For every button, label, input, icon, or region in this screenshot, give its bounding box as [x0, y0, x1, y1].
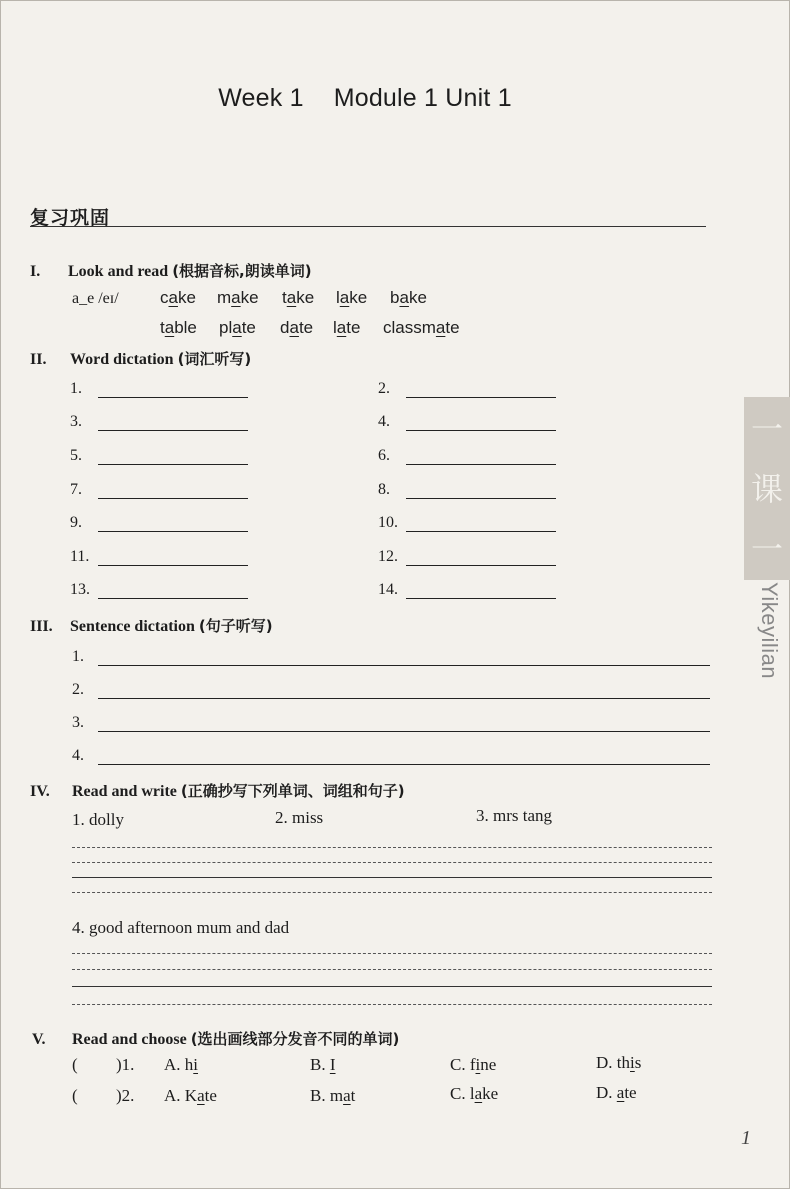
option-q1-c: C. fine [450, 1055, 497, 1074]
write-item-4: 4. good afternoon mum and dad [72, 918, 290, 937]
section-4-heading [30, 780, 405, 801]
word-answer-line[interactable] [98, 498, 248, 499]
word-number: 12. [378, 548, 398, 565]
word-answer-line[interactable] [98, 430, 248, 431]
word-number: 3. [70, 413, 82, 430]
option-q1-d: D. this [596, 1053, 642, 1072]
answer-paren-1[interactable]: ( [72, 1055, 78, 1074]
option-q2-d: D. ate [596, 1083, 637, 1102]
section-3-label: Sentence dictation [70, 618, 195, 635]
section-5-label: Read and choose [72, 1031, 187, 1048]
phonics-word: classmate [383, 318, 460, 337]
sentence-number: 4. [72, 747, 84, 764]
question-number-1: )1. [116, 1055, 135, 1074]
side-tab-roman: Yikeyilian [757, 582, 782, 680]
section-1-roman: I. [30, 263, 41, 280]
write-item-3: 3. mrs tang [476, 806, 553, 825]
word-answer-line[interactable] [406, 498, 556, 499]
word-number: 7. [70, 481, 82, 498]
title-week: Week 1 [218, 84, 304, 112]
writing-guide-line [72, 847, 712, 848]
phonics-word: table [160, 318, 197, 337]
word-number: 9. [70, 514, 82, 531]
sentence-number: 2. [72, 681, 84, 698]
section-3-cn: (句子听写) [198, 617, 273, 635]
word-answer-line[interactable] [98, 464, 248, 465]
section-4-roman: IV. [30, 783, 50, 800]
phonics-word: bake [390, 288, 427, 307]
option-q2-a: A. Kate [164, 1086, 217, 1105]
side-tab-char: 一 [750, 410, 783, 448]
write-item-1: 1. dolly [72, 810, 124, 829]
side-tab-char: 一 [750, 530, 783, 568]
phonics-word: plate [219, 318, 256, 337]
word-answer-line[interactable] [98, 397, 248, 398]
option-q1-a: A. hi [164, 1055, 199, 1074]
page-number: 1 [741, 1127, 751, 1149]
section-4-cn: (正确抄写下列单词、词组和句子) [180, 782, 405, 800]
section-2-roman: II. [30, 351, 47, 368]
writing-base-line[interactable] [72, 877, 712, 878]
sentence-number: 1. [72, 648, 84, 665]
phonics-pattern: a_e /eɪ/ [72, 290, 119, 307]
word-answer-line[interactable] [98, 565, 248, 566]
option-q2-c: C. lake [450, 1084, 499, 1103]
section-3-heading [30, 615, 273, 636]
section-1-cn: (根据音标,朗读单词) [172, 262, 312, 280]
write-item-2: 2. miss [275, 808, 324, 827]
page-title [0, 84, 730, 113]
review-divider [30, 226, 706, 227]
word-answer-line[interactable] [406, 565, 556, 566]
phonics-word: make [217, 288, 259, 307]
section-1-heading [30, 260, 312, 281]
section-2-heading [30, 348, 251, 369]
writing-base-line[interactable] [72, 986, 712, 987]
writing-guide-line [72, 892, 712, 893]
writing-guide-line [72, 1004, 712, 1005]
option-q2-b: B. mat [310, 1086, 356, 1105]
section-5-cn: (选出画线部分发音不同的单词) [190, 1030, 400, 1048]
phonics-word: date [280, 318, 314, 337]
word-answer-line[interactable] [406, 598, 556, 599]
word-answer-line[interactable] [98, 531, 248, 532]
word-number: 5. [70, 447, 82, 464]
writing-guide-line [72, 953, 712, 954]
section-2-label: Word dictation [70, 351, 174, 368]
phonics-row-1 [160, 288, 196, 308]
word-number: 8. [378, 481, 390, 498]
section-5-roman: V. [32, 1031, 46, 1048]
answer-paren-2[interactable]: ( [72, 1086, 78, 1105]
word-number: 2. [378, 380, 390, 397]
section-1-label: Look and read [68, 263, 169, 280]
phonics-word: take [282, 288, 315, 307]
sentence-answer-line[interactable] [98, 665, 710, 666]
word-number: 13. [70, 581, 90, 598]
word-number: 4. [378, 413, 390, 430]
section-2-cn: (词汇听写) [177, 350, 252, 368]
word-answer-line[interactable] [406, 397, 556, 398]
section-4-label: Read and write [72, 783, 177, 800]
phonics-word: cake [160, 288, 196, 307]
sentence-answer-line[interactable] [98, 698, 710, 699]
phonics-word: lake [336, 288, 368, 307]
sentence-answer-line[interactable] [98, 764, 710, 765]
title-module: Module 1 Unit 1 [333, 84, 512, 112]
side-tab-char: 课 [750, 470, 783, 508]
word-number: 11. [70, 548, 90, 565]
word-answer-line[interactable] [98, 598, 248, 599]
question-number-2: )2. [116, 1086, 135, 1105]
word-number: 6. [378, 447, 390, 464]
sentence-number: 3. [72, 714, 84, 731]
word-answer-line[interactable] [406, 531, 556, 532]
word-number: 1. [70, 380, 82, 397]
writing-guide-line [72, 862, 712, 863]
word-number: 14. [378, 581, 398, 598]
review-heading: 复习巩固 [30, 207, 111, 229]
word-answer-line[interactable] [406, 464, 556, 465]
phonics-word: late [333, 318, 361, 337]
option-q1-b: B. I [310, 1055, 336, 1074]
word-answer-line[interactable] [406, 430, 556, 431]
section-3-roman: III. [30, 618, 53, 635]
word-number: 10. [378, 514, 398, 531]
side-tab [744, 397, 790, 580]
sentence-answer-line[interactable] [98, 731, 710, 732]
writing-guide-line [72, 969, 712, 970]
section-5-heading [32, 1028, 399, 1049]
